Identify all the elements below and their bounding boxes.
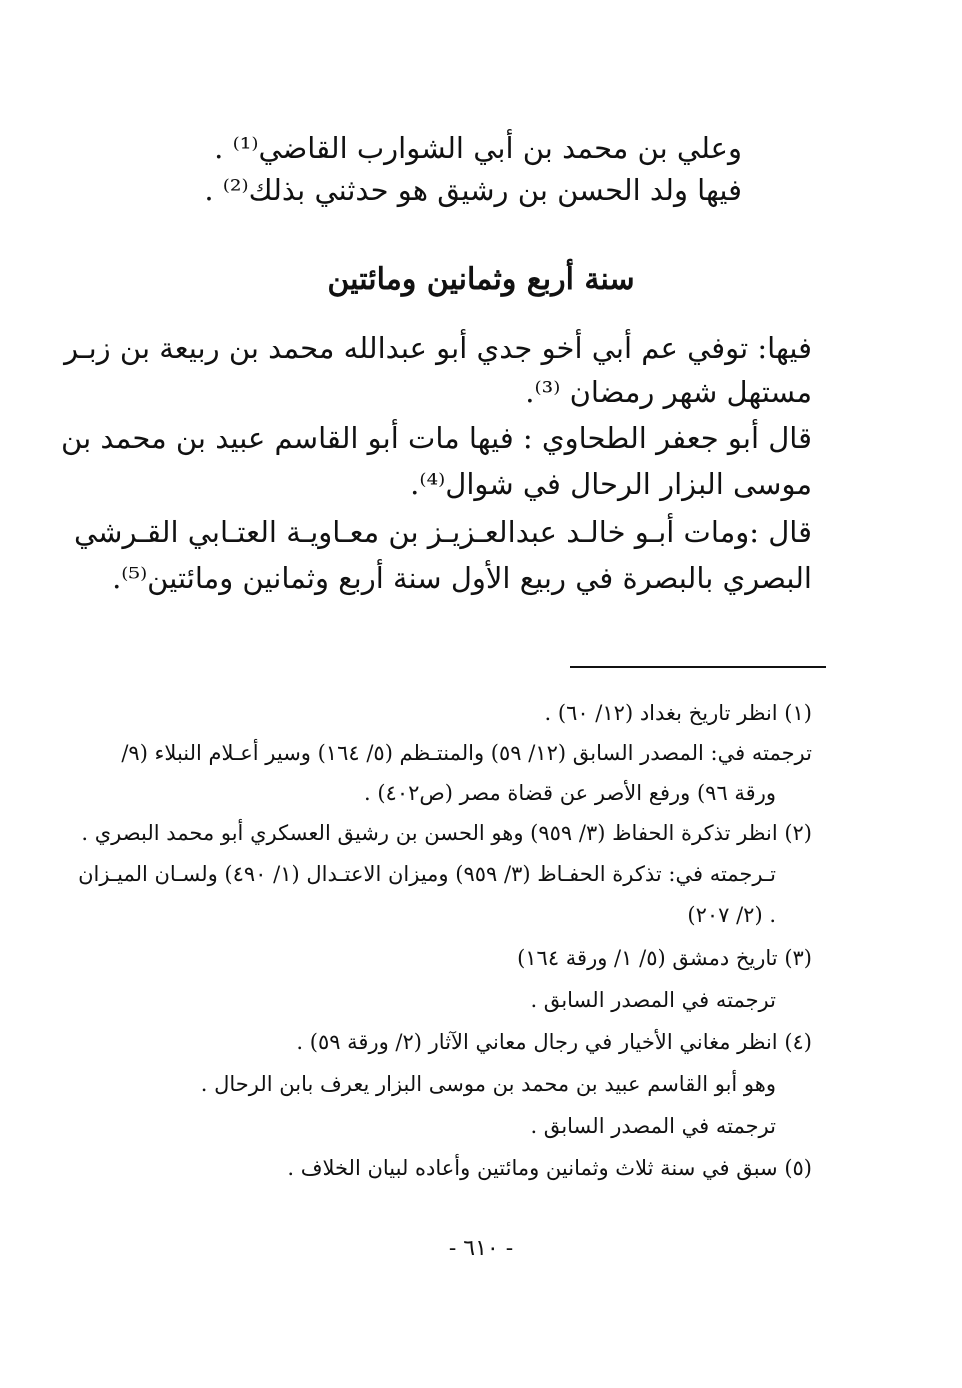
paragraph-line: البصري بالبصرة في ربيع الأول سنة أربع وثمانين ومائتين⁽⁵⁾. [112,561,812,595]
footnote-separator [570,666,826,668]
footnote-line: (٥) سبق في سنة ثلاث وثمانين ومائتين وأعاده لبيان الخلاف . [287,1156,812,1180]
footnote-line: (٣) تاريخ دمشق (٥/ ١/ ورقة ١٦٤) [517,946,812,970]
paragraph-line: موسى البزار الرحال في شوال⁽⁴⁾. [410,467,812,501]
footnote-line: (٤) انظر مغاني الأخيار في رجال معاني الآثار (٢/ ورقة ٥٩) . [296,1030,812,1054]
page-number: - ٦١٠ - [448,1236,514,1261]
footnote-line: (٢) انظر تذكرة الحفاظ (٣/ ٩٥٩) وهو الحسن بن رشيق العسكري أبو محمد البصري . [81,821,812,845]
intro-line: فيها ولد الحسن بن رشيق هو حدثني بذلك⁽²⁾ . [204,173,742,207]
footnote-line: (٢/ ٢٠٧) . [687,903,776,927]
intro-line: وعلي بن محمد بن أبي الشوارب القاضي⁽¹⁾ . [214,131,742,165]
footnote-line: ترجمته في المصدر السابق . [530,988,776,1012]
footnote-line: ورقة ٩٦) ورفع الأصر عن قضاة مصر (ص٤٠٢) . [364,781,776,805]
paragraph-line: قال أبو جعفر الطحاوي : فيها مات أبو القاسم عبيد بن محمد بن [61,421,812,455]
paragraph-line: قال :ومات أبـو خالـد عبدالعـزيـز بن معـاويـة العتـابي القـرشي [74,515,812,549]
paragraph-line: مستهل شهر رمضان ⁽³⁾. [525,375,812,409]
section-heading: سنة أربع وثمانين ومائتين [327,262,635,297]
footnote-line: وهو أبو القاسم عبيد بن محمد بن موسى البزار يعرف بابن الرحال . [200,1072,776,1096]
footnote-line: (١) انظر تاريخ بغداد (١٢/ ٦٠) . [544,701,812,725]
paragraph-line: فيها: توفي عم أبي أخو جدي أبو عبدالله محمد بن ربيعة بن زبـر [64,331,812,365]
footnote-line: تـرجمته في: تذكرة الحفـاظ (٣/ ٩٥٩) وميزان الاعتـدال (١/ ٤٩٠) ولسـان الميـزان [78,862,776,886]
footnote-line: ترجمته في المصدر السابق . [530,1114,776,1138]
footnote-line: ترجمته في: المصدر السابق (١٢/ ٥٩) والمنتـظم (٥/ ١٦٤) وسير أعـلام النبلاء (٩/ [121,741,812,765]
